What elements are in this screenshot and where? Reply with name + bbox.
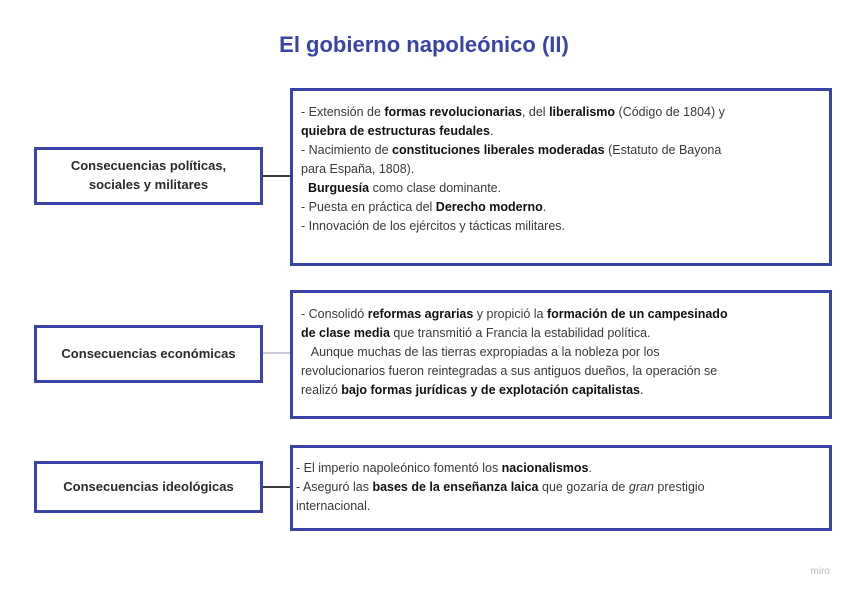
text-segment: (Código de 1804) y	[615, 105, 725, 119]
content-line	[301, 160, 823, 179]
content-line	[301, 343, 823, 362]
content-line	[301, 122, 823, 141]
bold-text: quiebra de estructuras feudales	[301, 124, 490, 138]
content-line	[301, 305, 823, 324]
content-line	[296, 459, 823, 478]
connector-line	[263, 486, 292, 488]
bold-text: de clase media	[301, 326, 390, 340]
label-text: Consecuencias ideológicas	[63, 478, 234, 494]
content-line	[301, 179, 823, 198]
content-box-economicas[interactable]	[290, 290, 832, 419]
bold-text: Derecho moderno	[435, 200, 543, 214]
label-box-ideologicas[interactable]	[34, 461, 263, 513]
bold-text: bases de la enseñanza laica	[372, 480, 539, 494]
text-segment: .	[588, 461, 592, 475]
bold-text: bajo formas jurídicas y de explotación capitalistas	[341, 383, 641, 397]
text-segment: - Puesta en práctica del	[301, 200, 436, 214]
label-text: Consecuencias económicas	[61, 345, 236, 361]
miro-watermark: miro	[810, 566, 830, 577]
text-segment: realizó	[301, 383, 342, 397]
content-box-ideologicas[interactable]	[290, 445, 832, 531]
content-line	[301, 381, 823, 400]
label-box-politicas[interactable]	[34, 147, 263, 205]
text-segment: - Nacimiento de	[301, 143, 393, 157]
text-segment: (Estatuto de Bayona	[604, 143, 722, 157]
italic-text: gran	[628, 480, 654, 494]
text-segment: que gozaría de	[538, 480, 629, 494]
bold-text: constituciones liberales moderadas	[392, 143, 605, 157]
content-line	[301, 141, 823, 160]
text-segment: .	[542, 200, 547, 214]
content-box-politicas[interactable]	[290, 88, 832, 266]
content-line	[301, 198, 823, 217]
text-segment: y propició la	[473, 307, 547, 321]
bold-text: formación de un campesinado	[546, 307, 728, 321]
text-segment: - El imperio napoleónico fomentó los	[296, 461, 502, 475]
content-line	[301, 324, 823, 343]
text-segment: internacional.	[296, 499, 371, 513]
text-segment	[301, 181, 308, 195]
text-segment: , del	[521, 105, 550, 119]
text-segment: - Extensión de	[301, 105, 385, 119]
bold-text: liberalismo	[549, 105, 616, 119]
text-segment: que transmitió a Francia la estabilidad política.	[389, 326, 651, 340]
text-segment: - Aseguró las	[296, 480, 373, 494]
page-title: El gobierno napoleónico (II)	[279, 32, 569, 57]
connector-line	[263, 352, 292, 354]
bold-text: Burguesía	[307, 181, 370, 195]
text-segment: - Innovación de los ejércitos y tácticas militares.	[301, 219, 565, 233]
bold-text: reformas agrarias	[367, 307, 474, 321]
text-segment: revolucionarios fueron reintegradas a sus antiguos dueños, la operación se	[301, 364, 718, 378]
content-line	[301, 217, 823, 236]
bold-text: formas revolucionarias	[384, 105, 522, 119]
label-box-economicas[interactable]	[34, 325, 263, 383]
text-segment: - Consolidó	[301, 307, 368, 321]
text-segment: para España, 1808).	[301, 162, 415, 176]
text-segment: .	[489, 124, 494, 138]
text-segment: prestigio	[653, 480, 705, 494]
content-line	[301, 103, 823, 122]
bold-text: nacionalismos	[501, 461, 589, 475]
label-text: Consecuencias políticas, sociales y militares	[70, 158, 227, 192]
text-segment: .	[640, 383, 644, 397]
content-line	[296, 478, 823, 497]
text-segment: Aunque muchas de las tierras expropiadas a la nobleza por los	[301, 345, 660, 359]
text-segment: como clase dominante.	[369, 181, 502, 195]
connector-line	[263, 175, 292, 177]
content-line	[301, 362, 823, 381]
content-line	[296, 497, 823, 516]
